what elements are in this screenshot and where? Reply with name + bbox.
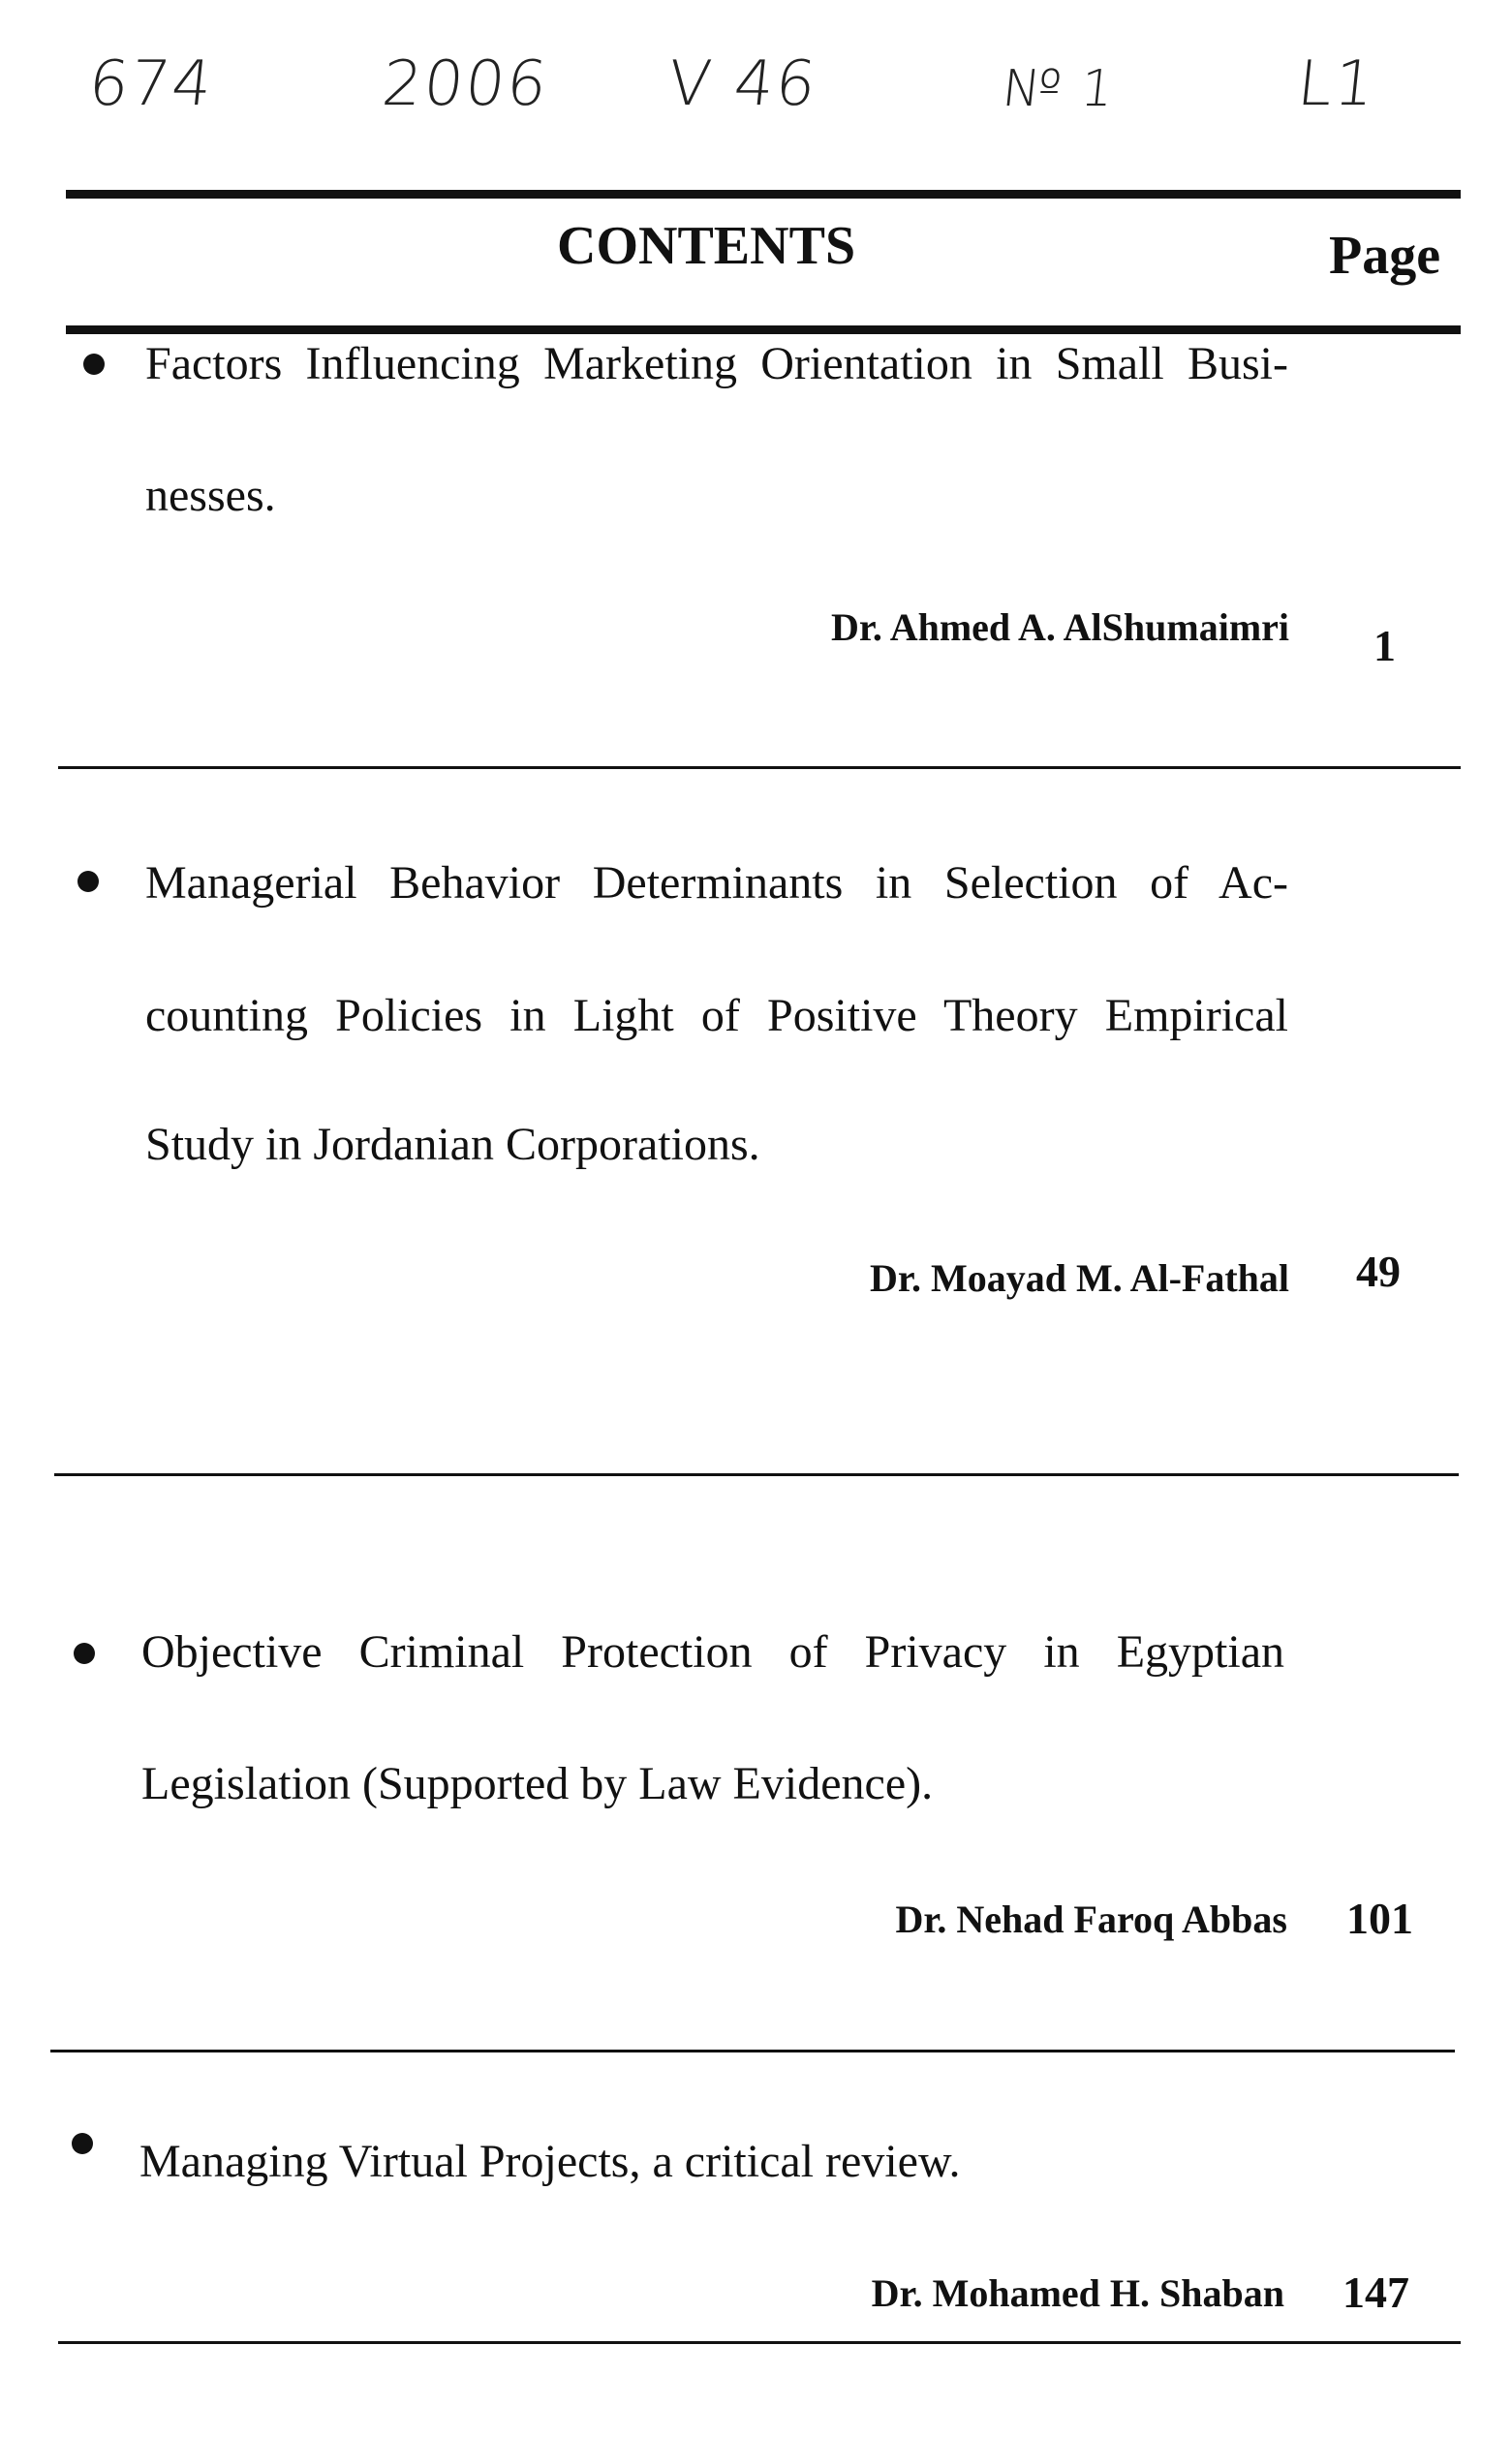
- handwritten-note-4: № 1: [999, 60, 1119, 118]
- entry-1-divider: [58, 766, 1461, 769]
- entry-2-title-line-1: Managerial Behavior Determinants in Selection of Ac-: [145, 857, 1288, 909]
- handwritten-note-5: L1: [1294, 48, 1380, 120]
- entry-1-page: 1: [1373, 621, 1396, 670]
- handwritten-note-2: 2006: [379, 48, 552, 120]
- entry-1-title-line-1: Factors Influencing Marketing Orientation in Small Busi-: [145, 338, 1288, 389]
- entry-3-page: 101: [1346, 1894, 1413, 1943]
- entry-2-title-line-3: Study in Jordanian Corporations.: [145, 1119, 760, 1170]
- entry-4-page: 147: [1342, 2268, 1409, 2317]
- entry-3-divider: [50, 2050, 1455, 2052]
- contents-title: CONTENTS: [557, 216, 856, 276]
- entry-3-author: Dr. Nehad Faroq Abbas: [895, 1898, 1287, 1941]
- entry-2-title-line-2: counting Policies in Light of Positive Theory Empirical: [145, 990, 1288, 1041]
- entry-3-title-line-1: Objective Criminal Protection of Privacy in Egyptian: [141, 1626, 1284, 1678]
- entry-1-author: Dr. Ahmed A. AlShumaimri: [830, 605, 1289, 649]
- bullet-icon: [72, 2133, 93, 2154]
- bullet-icon: [74, 1643, 95, 1664]
- page-column-label: Page: [1329, 226, 1441, 286]
- handwritten-note-3: V 46: [664, 48, 821, 120]
- entry-3-title-line-2: Legislation (Supported by Law Evidence).: [141, 1758, 934, 1809]
- entry-1-title-line-2: nesses.: [145, 470, 276, 521]
- header-bottom-rule: [66, 325, 1461, 334]
- entry-2-author: Dr. Moayad M. Al-Fathal: [870, 1256, 1289, 1300]
- entry-4-title-line-1: Managing Virtual Projects, a critical review.: [139, 2136, 961, 2187]
- bullet-icon: [77, 871, 99, 892]
- entry-4-author: Dr. Mohamed H. Shaban: [871, 2271, 1284, 2315]
- bullet-icon: [83, 354, 105, 375]
- handwritten-note-1: 674: [85, 48, 218, 120]
- entry-2-divider: [54, 1473, 1459, 1476]
- entry-2-page: 49: [1356, 1247, 1401, 1296]
- entry-4-divider: [58, 2341, 1461, 2344]
- header-top-rule: [66, 190, 1461, 199]
